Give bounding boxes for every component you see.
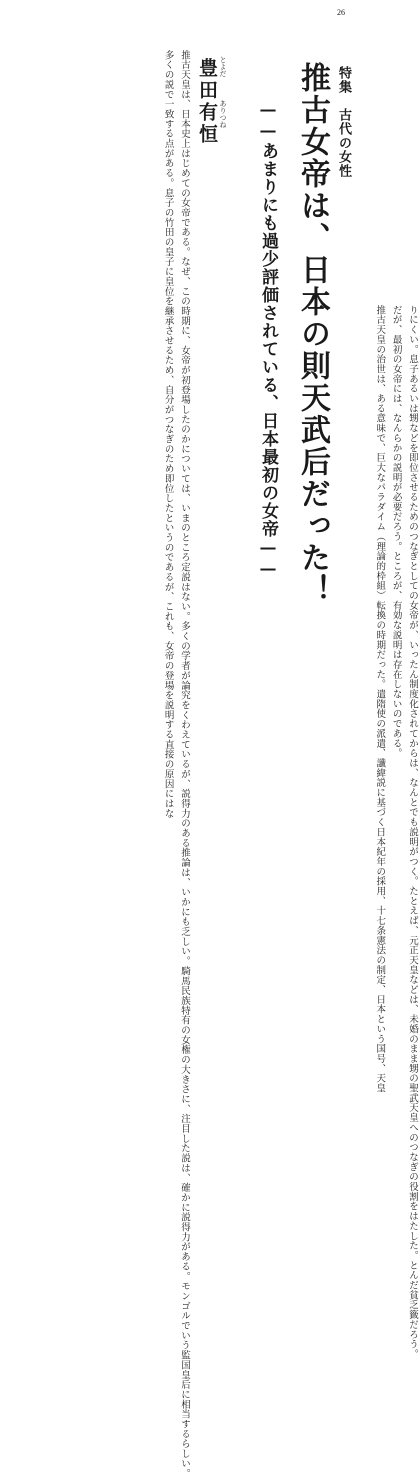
body-text-upper: 推古天皇は、日本史上はじめての女帝である。なぜ、この時期に、女帝が初登場したのかについては、いまのところ定説はない。多くの学者が論究をくわえているが、説得力のある推論は、いかにも乏しい。騎馬民族特有の女権の大きさに、注目した説は、確かに説得力がある。モンゴルでいう監国皇后に相当するらしい。 多くの説で一致する点がある。息子の竹田の皇子に皇位を継承させるため、自分がつなぎのため即位したというのであるが、これも、女帝の登場を説明する直接の原因にはな: [162, 50, 190, 1478]
article-subtitle: ——あまりにも過少評価されている、日本最初の女帝——: [258, 100, 278, 580]
page-number: 26: [337, 8, 345, 17]
author-ruby-family: とよだ: [219, 56, 227, 77]
author-ruby-given: ありつね: [219, 100, 227, 128]
series-label: 特集 古代の女性: [336, 66, 351, 178]
author-name: 豊田有恒: [196, 58, 218, 146]
article-title: 推古女帝は、日本の則天武后だった！: [295, 62, 330, 606]
body-text-lower: りにくい。息子あるいは甥などを即位させるためのつなぎとしての女帝が、いったん制度化されてからは、なんとでも説明がつく。たとえば、元正天皇などは、未婚のまま甥の聖武天皇へのつなぎの役割をはたした。とんだ貧乏籤だろう。 だが、最初の女帝には、なんらかの説明が必要だろう。ところが、有効な説明は存在しないのである。 推古天皇の治世は、ある意味で、巨大なパラダイム（理論的枠組）転換の時期だった。遣隋使の派遣、讖緯説に基づく日本紀年の採用、十七条憲法の制定、日本という国号、天皇: [374, 305, 418, 1359]
